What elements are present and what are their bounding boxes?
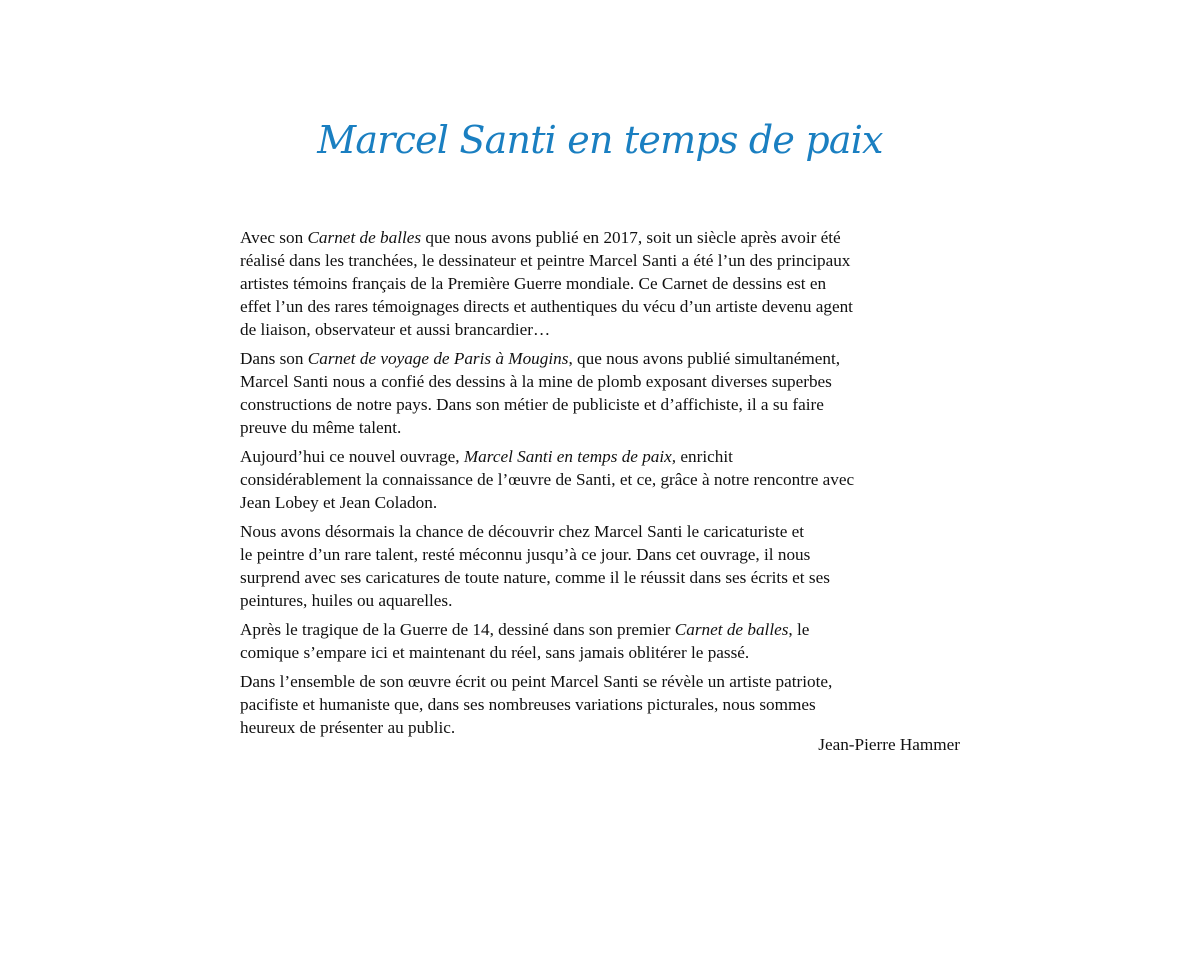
paragraph-2-line-4: preuve du même talent. — [240, 418, 402, 437]
paragraph-5-book-title: Carnet de balles — [674, 620, 789, 639]
paragraph-1-text-a: Avec son — [240, 228, 308, 247]
paragraph-1-line-4: effet l’un des rares témoignages directs et authentiques du vécu d’un artiste devenu agent — [240, 297, 853, 316]
paragraph-4-line-2: le peintre d’un rare talent, resté méconnu jusqu’à ce jour. Dans cet ouvrage, il nous — [240, 545, 811, 564]
paragraph-4 — [240, 520, 980, 612]
paragraph-3-text-c: enrichit — [676, 447, 733, 466]
paragraph-2 — [240, 347, 980, 439]
paragraph-6 — [240, 670, 980, 739]
paragraph-2-line-3: constructions de notre pays. Dans son métier de publiciste et d’affichiste, il a su faire — [240, 395, 824, 414]
body-text — [240, 226, 980, 745]
paragraph-4-line-1: Nous avons désormais la chance de découvrir chez Marcel Santi le caricaturiste et — [240, 522, 805, 541]
paragraph-5-text-c: , le — [788, 620, 810, 639]
paragraph-4-line-4: peintures, huiles ou aquarelles. — [240, 591, 453, 610]
paragraph-4-line-3: surprend avec ses caricatures de toute nature, comme il le réussit dans ses écrits et ses — [240, 568, 830, 587]
paragraph-1-line-2: réalisé dans les tranchées, le dessinateur et peintre Marcel Santi a été l’un des principaux — [240, 251, 851, 270]
author-signature: Jean-Pierre Hammer — [818, 735, 960, 754]
paragraph-3 — [240, 445, 980, 514]
paragraph-1 — [240, 226, 980, 341]
paragraph-6-line-3: heureux de présenter au public. — [240, 718, 456, 737]
paragraph-3-line-3: Jean Lobey et Jean Coladon. — [240, 493, 438, 512]
page-title: Marcel Santi en temps de paix — [317, 118, 883, 162]
paragraph-1-book-title: Carnet de balles — [307, 228, 422, 247]
paragraph-1-line-5: de liaison, observateur et aussi brancardier… — [240, 320, 551, 339]
paragraph-3-text-a: Aujourd’hui ce nouvel ouvrage, — [240, 447, 464, 466]
paragraph-2-text-c: , que nous avons publié simultanément, — [568, 349, 841, 368]
paragraph-3-line-2: considérablement la connaissance de l’œuvre de Santi, et ce, grâce à notre rencontre avec — [240, 470, 855, 489]
paragraph-6-line-2: pacifiste et humaniste que, dans ses nombreuses variations picturales, nous sommes — [240, 695, 816, 714]
paragraph-2-line-2: Marcel Santi nous a confié des dessins à la mine de plomb exposant diverses superbes — [240, 372, 832, 391]
paragraph-5 — [240, 618, 980, 664]
paragraph-5-line-2: comique s’empare ici et maintenant du réel, sans jamais oblitérer le passé. — [240, 643, 750, 662]
paragraph-2-text-a: Dans son — [240, 349, 308, 368]
paragraph-3-book-title: Marcel Santi en temps de paix, — [463, 447, 677, 466]
paragraph-6-line-1: Dans l’ensemble de son œuvre écrit ou peint Marcel Santi se révèle un artiste patriote, — [240, 672, 833, 691]
paragraph-2-book-title: Carnet de voyage de Paris à Mougins — [307, 349, 569, 368]
paragraph-1-line-3: artistes témoins français de la Première Guerre mondiale. Ce Carnet de dessins est en — [240, 274, 827, 293]
paragraph-1-text-c: que nous avons publié en 2017, soit un siècle après avoir été — [421, 228, 841, 247]
paragraph-5-text-a: Après le tragique de la Guerre de 14, dessiné dans son premier — [240, 620, 675, 639]
